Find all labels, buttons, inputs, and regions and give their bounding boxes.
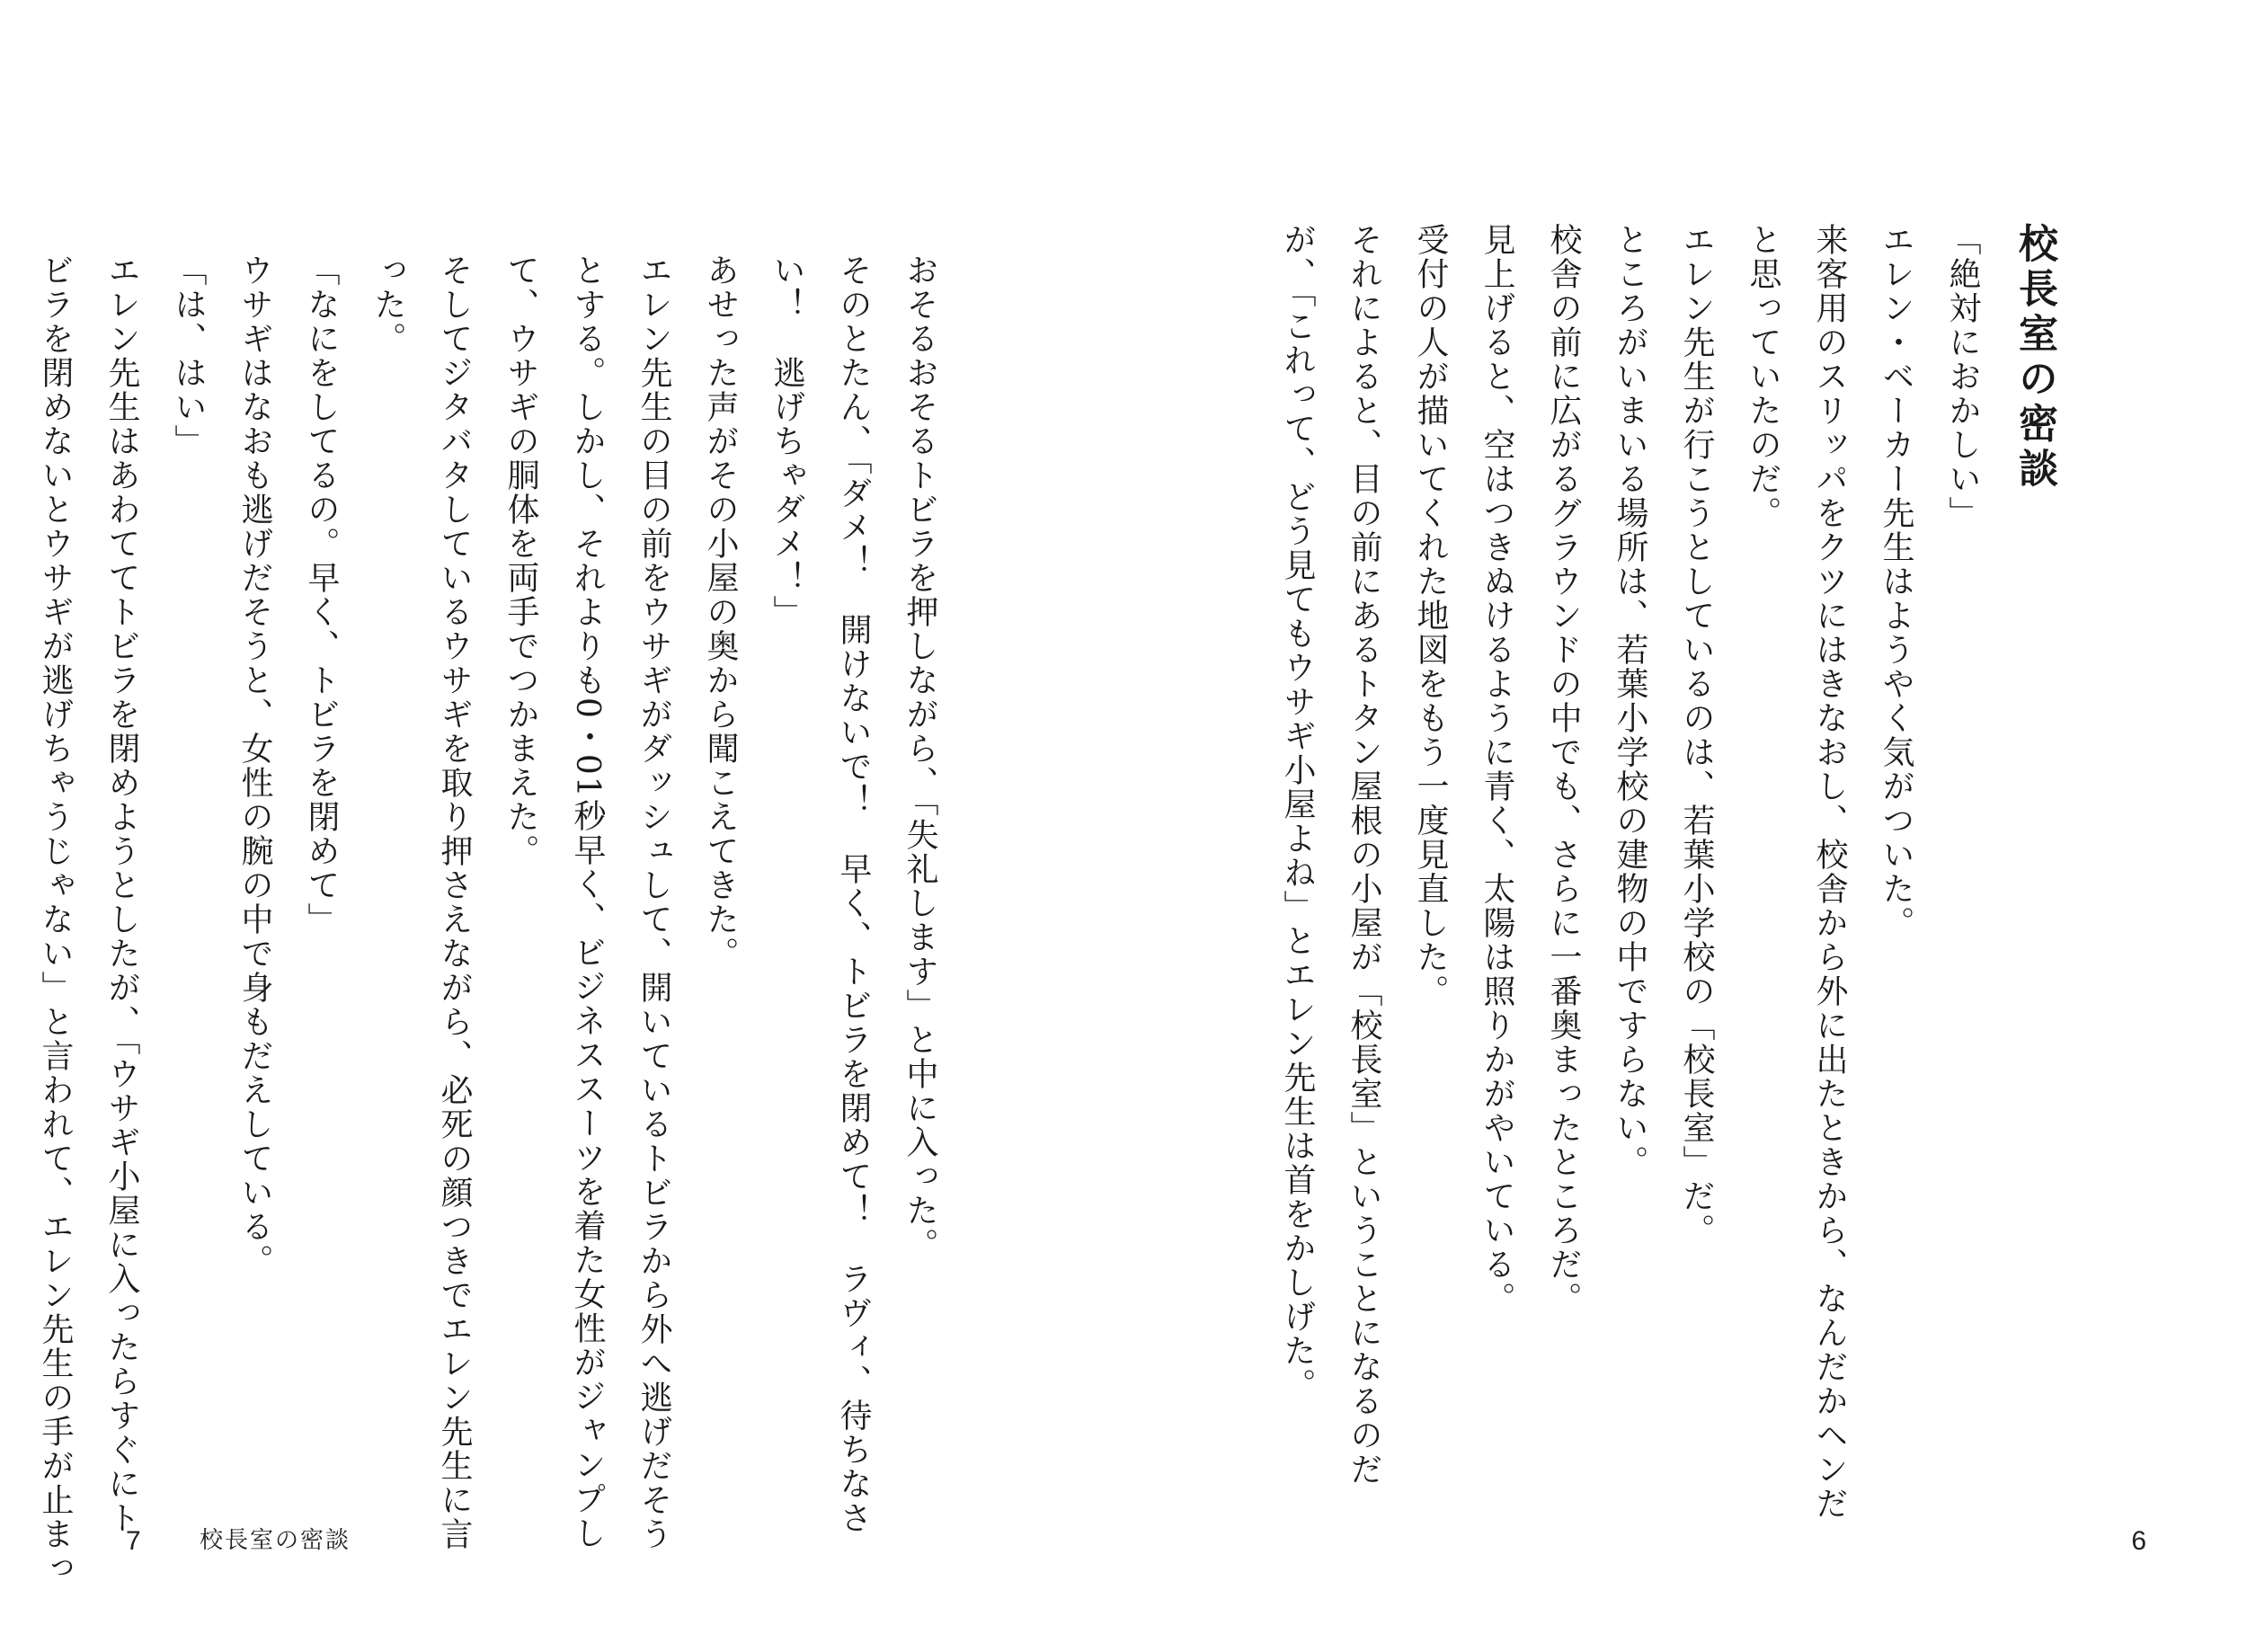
text-line: 見上げると、空はつきぬけるように青く、太陽は照りかがやいている。	[1479, 223, 1515, 1316]
text-line: そのとたん、「ダメ！ 開けないで！ 早く、トビラを閉めて！ ラヴィ、待ちなさ	[835, 253, 872, 1535]
right-page	[1124, 0, 2247, 1652]
text-line: と思っていたのだ。	[1745, 223, 1781, 530]
text-line: ところがいまいる場所は、若葉小学校の建物の中ですらない。	[1612, 223, 1648, 1179]
text-line: そしてジタバタしているウサギを取り押さえながら、必死の顔つきでエレン先生に言	[436, 253, 473, 1551]
text-line: ウサギはなおも逃げだそうと、女性の腕の中で身もだえしている。	[236, 253, 273, 1278]
text-line: 「なにをしてるの。早く、トビラを閉めて」	[303, 253, 340, 937]
chapter-title: 校長室の密談	[2012, 223, 2057, 493]
text-line: エレン先生が行こうとしているのは、若葉小学校の「校長室」だ。	[1678, 223, 1715, 1248]
text-line: エレン先生はあわててトビラを閉めようとしたが、「ウサギ小屋に入ったらすぐにト	[103, 253, 140, 1535]
page-number-right: 6	[2131, 1526, 2146, 1556]
text-line: おそるおそるトビラを押しながら、「失礼します」と中に入った。	[901, 253, 938, 1262]
text-line: あせった声がその小屋の奥から聞こえてきた。	[702, 253, 739, 971]
right-page-text	[1264, 223, 2067, 1521]
text-line: とする。しかし、それよりも0・01秒早く、ビジネススーツを着た女性がジャンプし	[569, 253, 606, 1550]
text-line: 「絶対におかしい」	[1944, 223, 1981, 530]
text-line: それによると、目の前にあるトタン屋根の小屋が「校長室」ということになるのだ	[1346, 223, 1382, 1487]
text-line: 「は、はい」	[170, 253, 207, 458]
text-line: った。	[369, 253, 406, 356]
text-line: 来客用のスリッパをクツにはきなおし、校舎から外に出たときから、なんだかヘンだ	[1811, 223, 1848, 1521]
text-line: ビラを閉めないとウサギが逃げちゃうじゃない」と言われて、エレン先生の手が止まっ	[37, 253, 74, 1585]
text-line: エレン・ベーカー先生はようやく気がついた。	[1878, 223, 1914, 940]
text-line: 校舎の前に広がるグラウンドの中でも、さらに一番奥まったところだ。	[1545, 223, 1582, 1316]
page-number-left: 7	[126, 1526, 141, 1556]
running-head: 校長室の密談	[200, 1526, 351, 1553]
text-line: 受付の人が描いてくれた地図をもう一度見直した。	[1412, 223, 1449, 1008]
text-line: エレン先生の目の前をウサギがダッシュして、開いているトビラから外へ逃げだそう	[635, 253, 672, 1551]
text-line: い！ 逃げちゃダメ！」	[768, 253, 805, 629]
text-line: て、ウサギの胴体を両手でつかまえた。	[502, 253, 539, 868]
text-line: が、「これって、どう見てもウサギ小屋よね」とエレン先生は首をかしげた。	[1279, 223, 1316, 1402]
